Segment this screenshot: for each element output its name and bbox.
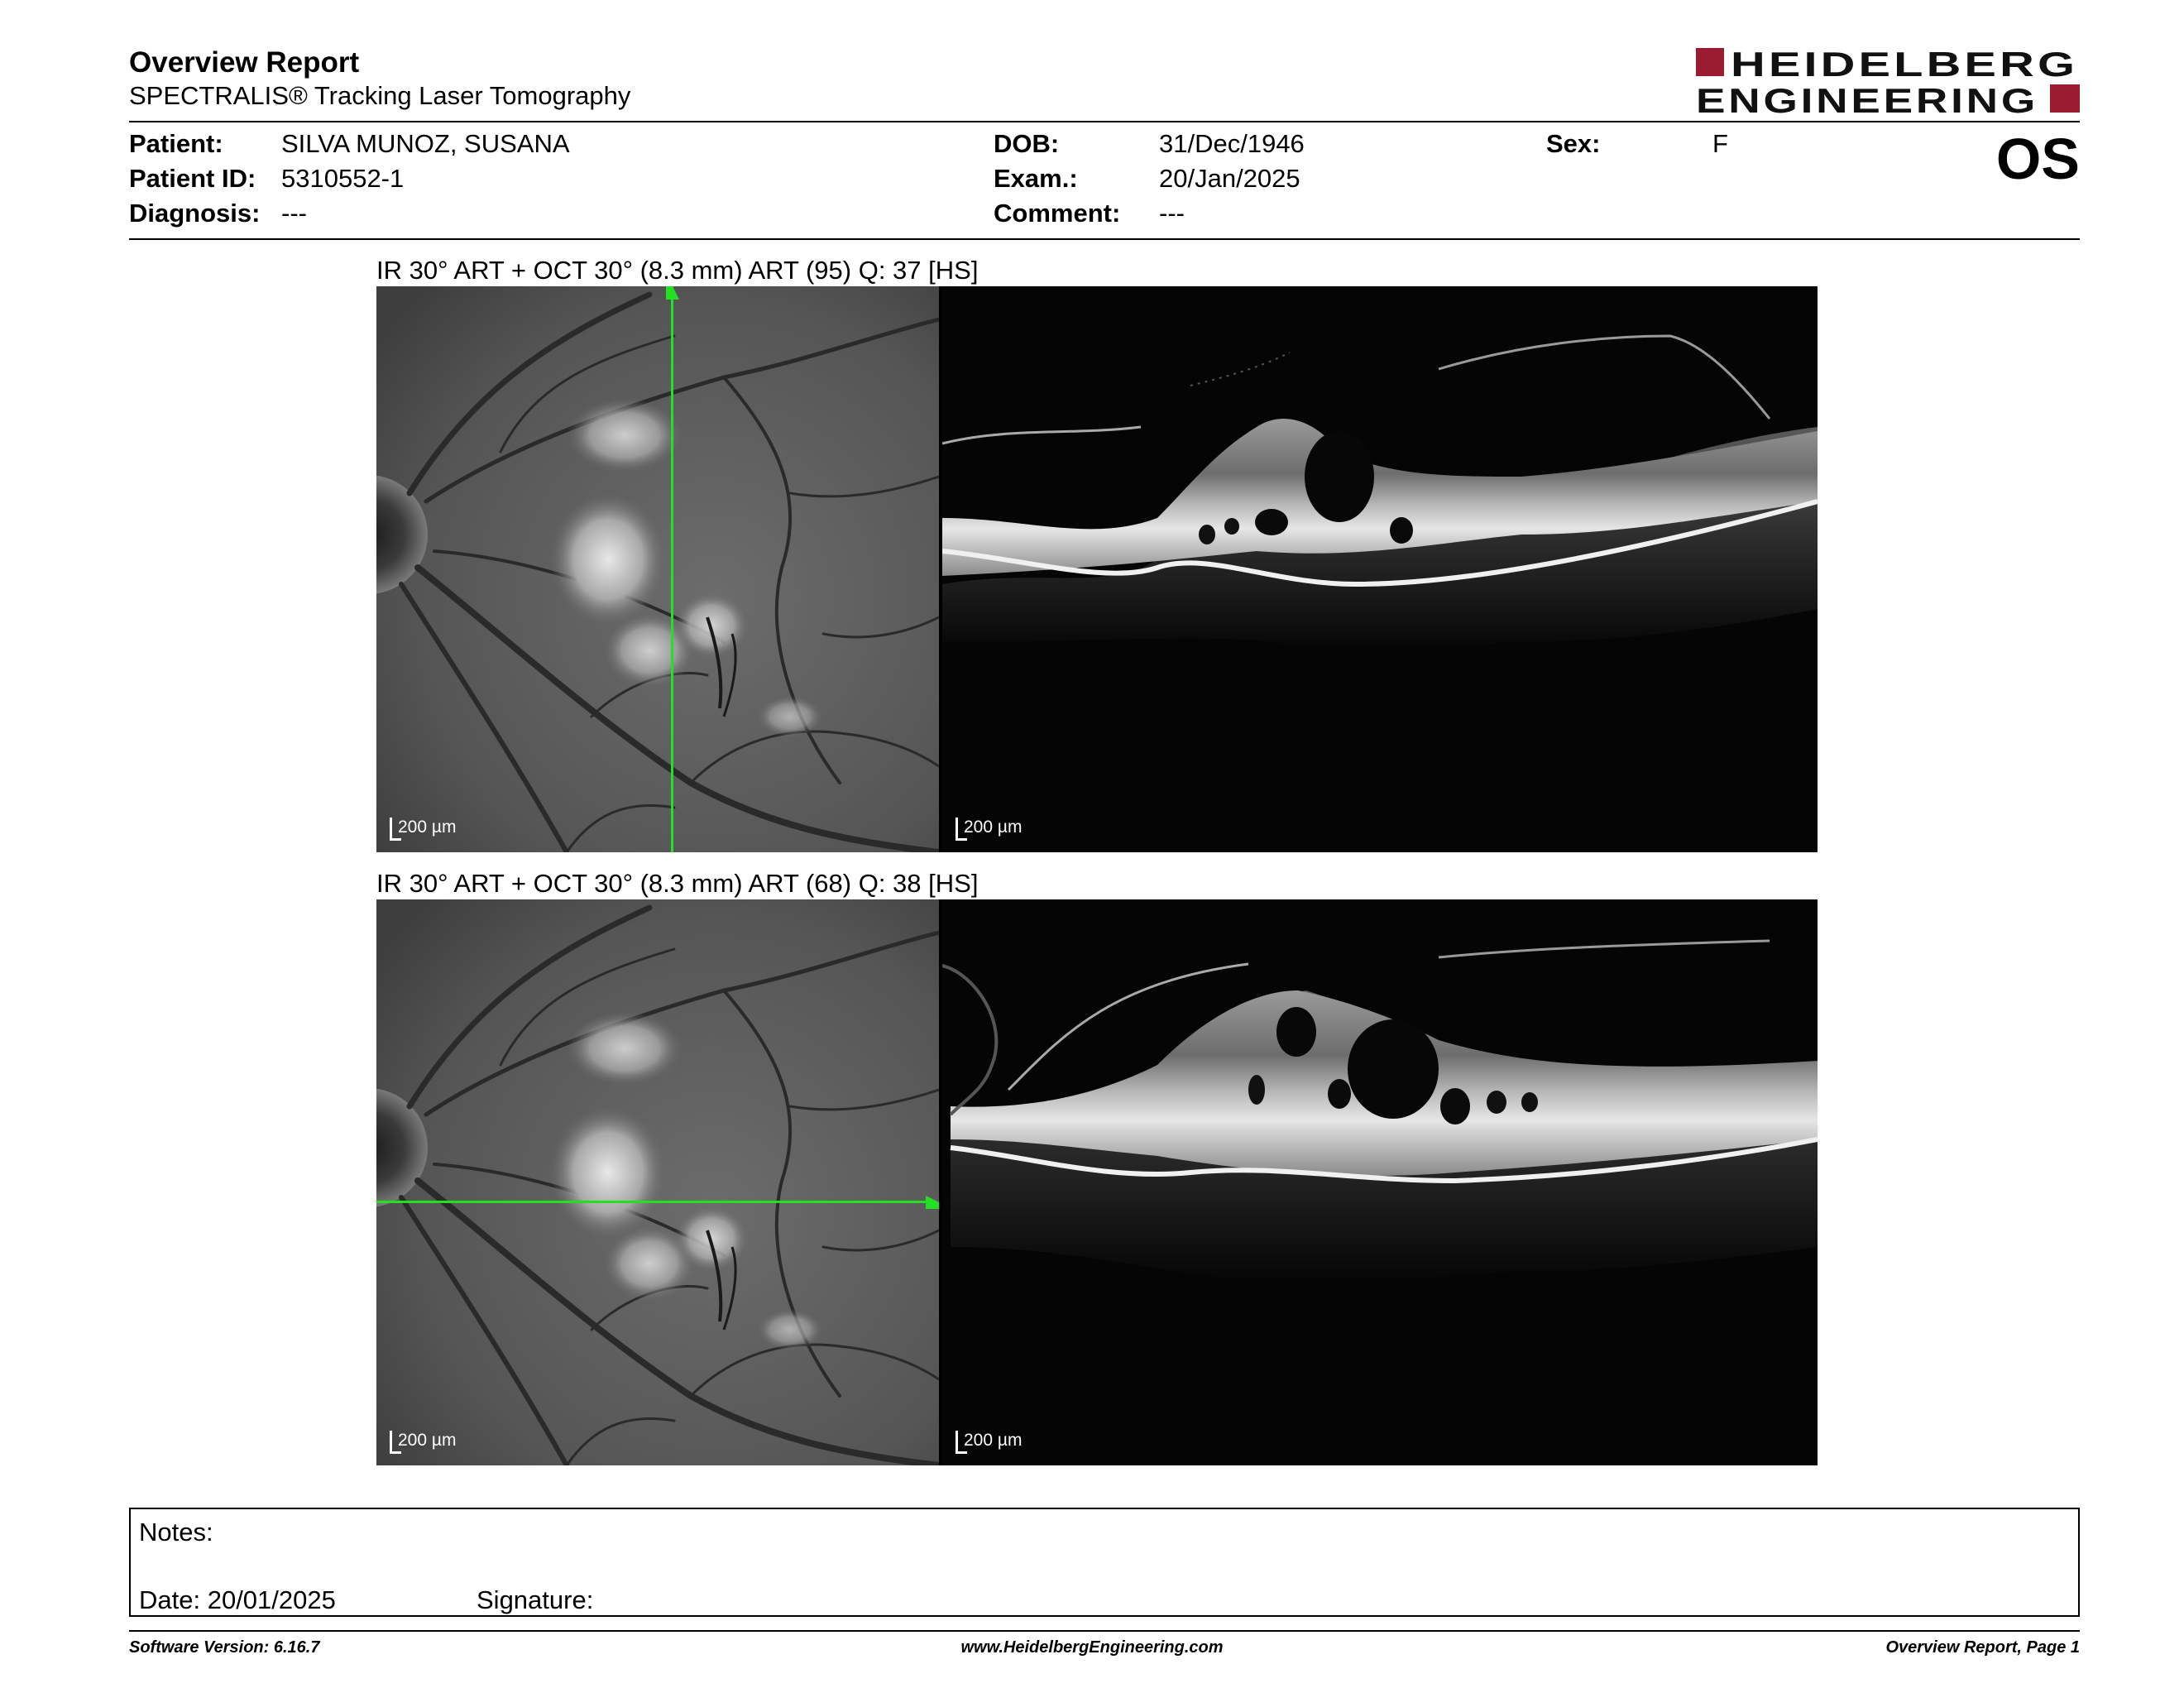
signature-label: Signature: bbox=[477, 1585, 594, 1614]
scan-panel bbox=[376, 899, 1818, 1465]
diagnosis-value: --- bbox=[281, 199, 307, 228]
notes-box[interactable] bbox=[129, 1508, 2080, 1617]
notes-label: Notes: bbox=[139, 1518, 213, 1547]
fundus-scale-bar: 200 µm bbox=[390, 1434, 448, 1454]
ir-fundus-image[interactable] bbox=[376, 899, 939, 1465]
ir-fundus-image[interactable] bbox=[376, 286, 939, 852]
date-label: Date: 20/01/2025 bbox=[139, 1585, 336, 1614]
patient-label: Patient: bbox=[129, 129, 223, 158]
exam-date: 20/Jan/2025 bbox=[1159, 164, 1300, 193]
scan-caption: IR 30° ART + OCT 30° (8.3 mm) ART (68) Q: 38 [HS] bbox=[376, 869, 979, 898]
dob-value: 31/Dec/1946 bbox=[1159, 129, 1305, 158]
scan-caption: IR 30° ART + OCT 30° (8.3 mm) ART (95) Q: 37 [HS] bbox=[376, 256, 979, 285]
sex-value: F bbox=[1712, 129, 1728, 158]
fundus-scale-bar: 200 µm bbox=[390, 821, 448, 841]
bscan-scale-bar: 200 µm bbox=[956, 1434, 1013, 1454]
footer-divider bbox=[129, 1630, 2080, 1632]
dob-label: DOB: bbox=[994, 129, 1060, 158]
diagnosis-label: Diagnosis: bbox=[129, 199, 261, 228]
svg-text:ENGINEERING: ENGINEERING bbox=[1696, 81, 2038, 116]
patient-divider bbox=[129, 238, 2080, 240]
bscan-scale-bar: 200 µm bbox=[956, 821, 1013, 841]
scan-position-line[interactable] bbox=[671, 286, 673, 852]
report-title: Overview Report bbox=[129, 46, 360, 79]
patient-name: SILVA MUNOZ, SUSANA bbox=[281, 129, 570, 158]
scan-panel bbox=[376, 286, 1818, 852]
oct-bscan-image[interactable] bbox=[942, 286, 1818, 852]
scan-direction-arrow-icon bbox=[666, 286, 679, 300]
svg-text:HEIDELBERG: HEIDELBERG bbox=[1731, 46, 2078, 84]
scan-direction-arrow-icon bbox=[926, 1196, 939, 1209]
report-subtitle: SPECTRALIS® Tracking Laser Tomography bbox=[129, 81, 631, 110]
patient-id-label: Patient ID: bbox=[129, 164, 256, 193]
website-link[interactable]: www.HeidelbergEngineering.com bbox=[960, 1638, 1224, 1657]
scan-position-line[interactable] bbox=[376, 1201, 926, 1203]
comment-label: Comment: bbox=[994, 199, 1121, 228]
exam-label: Exam.: bbox=[994, 164, 1078, 193]
oct-bscan-image[interactable] bbox=[942, 899, 1818, 1465]
software-version: Software Version: 6.16.7 bbox=[129, 1638, 320, 1657]
eye-laterality: OS bbox=[1995, 127, 2080, 191]
comment-value: --- bbox=[1159, 199, 1185, 228]
header-divider bbox=[129, 121, 2080, 122]
page-number: Overview Report, Page 1 bbox=[1885, 1638, 2080, 1657]
patient-id: 5310552-1 bbox=[281, 164, 405, 193]
sex-label: Sex: bbox=[1546, 129, 1601, 158]
heidelberg-engineering-logo bbox=[1696, 46, 2080, 116]
